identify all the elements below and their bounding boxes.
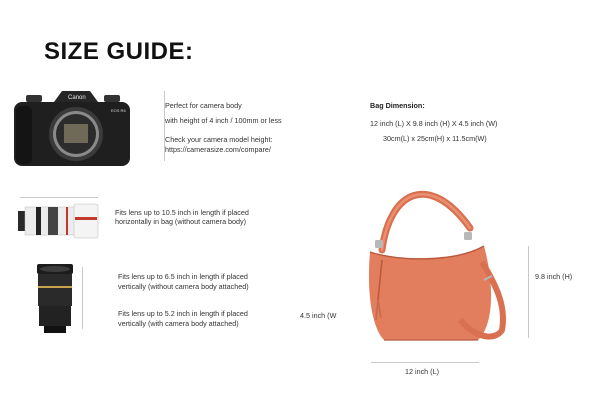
lens-vertical-no-body-line-1: Fits lens up to 6.5 inch in length if placed [118, 272, 248, 281]
lens-length-rule [20, 197, 98, 198]
bag-dimension-heading: Bag Dimension: [370, 101, 425, 110]
bag-dimension-inch: 12 inch (L) X 9.8 inch (H) X 4.5 inch (W) [370, 119, 498, 128]
camera-line-1: Perfect for camera body [165, 101, 242, 110]
lens-height-rule [82, 267, 83, 329]
camera-line-3: Check your camera model height: [165, 135, 273, 144]
bag-dimension-cm: 30cm(L) x 25cm(H) x 11.5cm(W) [383, 134, 487, 143]
bag-length-rule [371, 362, 479, 363]
lens-vertical-with-body-line-2: vertically (with camera body attached) [118, 319, 239, 328]
lens-horizontal-line-1: Fits lens up to 10.5 inch in length if placed [115, 208, 249, 217]
bag-height-rule [528, 246, 529, 338]
camera-line-2: with height of 4 inch / 100mm or less [165, 116, 282, 125]
lens-vertical-with-body-line-1: Fits lens up to 5.2 inch in length if placed [118, 309, 248, 318]
page-title: SIZE GUIDE: [44, 38, 194, 65]
handbag-image [360, 180, 520, 350]
camera-badge-text: EOS R6 [111, 108, 126, 113]
lens-horizontal-line-2: horizontally in bag (without camera body) [115, 217, 247, 226]
camera-link[interactable]: https://camerasize.com/compare/ [165, 145, 271, 154]
bag-depth-label: 4.5 inch (W [300, 311, 337, 320]
bag-height-label: 9.8 inch (H) [535, 272, 573, 281]
bag-length-label: 12 inch (L) [405, 367, 439, 376]
lens-vertical-no-body-line-2: vertically (without camera body attached) [118, 282, 249, 291]
camera-brand-text: Canon [68, 95, 86, 101]
telephoto-lens-image [18, 203, 100, 239]
camera-body-image [12, 88, 132, 168]
vertical-lens-image [36, 264, 74, 334]
